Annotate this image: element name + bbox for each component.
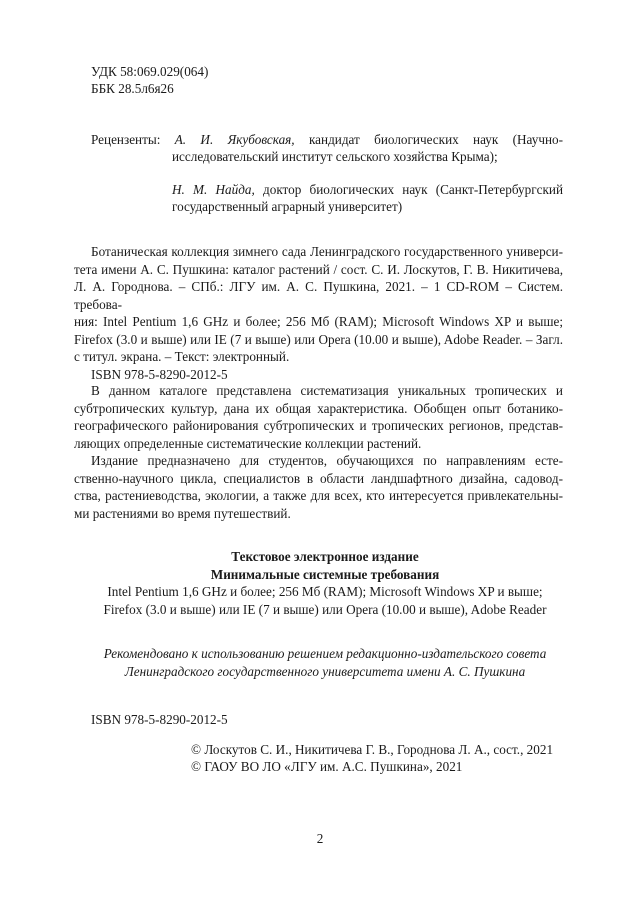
copyright-compilers: © Лоскутов С. И., Никитичева Г. В., Городнова Л. А., сост., 2021 bbox=[191, 742, 554, 757]
biblio-isbn: ISBN 978-5-8290-2012-5 bbox=[91, 366, 228, 382]
biblio-line: Л. А. Городнова. – СПб.: ЛГУ им. А. С. Пушкина, 2021. – 1 CD-ROM – Систем. требова- bbox=[74, 279, 563, 312]
reviewer-second-name: Н. М. Найда, bbox=[172, 182, 255, 197]
reviewer-first-line1 bbox=[91, 131, 563, 149]
biblio-line: Ботаническая коллекция зимнего сада Ленинградского государственного универси- bbox=[91, 244, 563, 259]
reviewer-second-line2: государственный аграрный университет) bbox=[172, 199, 403, 214]
annotation-line: ми растениями во время путешествий. bbox=[74, 505, 291, 521]
reviewer-second-title: доктор биологических наук (Санкт-Петербургский bbox=[263, 182, 563, 197]
requirements-title: Минимальные системные требования bbox=[210, 566, 440, 582]
reviewer-second bbox=[172, 181, 563, 199]
reviewer-first bbox=[91, 131, 563, 149]
recommendation bbox=[40, 645, 610, 680]
biblio-line: с титул. экрана. – Текст: электронный. bbox=[74, 349, 290, 364]
recommendation-line: Ленинградского государственного университета имени А. С. Пушкина bbox=[124, 663, 526, 679]
annotation-line: ства, растениеводства, экологии, а также для всех, кто интересуется привлекательны- bbox=[74, 488, 563, 503]
annotation-line: субтропических культур, дана их общая характеристика. Обобщен опыт ботанико- bbox=[74, 400, 563, 416]
annotation bbox=[74, 382, 563, 522]
udk-code: УДК 58:069.029(064) bbox=[91, 64, 209, 79]
reviewer-first-name: А. И. Якубовская, bbox=[174, 132, 295, 147]
reviewers-label: Рецензенты: bbox=[91, 132, 161, 147]
annotation-line: географического районирования субтропических и тропических регионов, представ- bbox=[74, 418, 563, 433]
bbk-code: ББК 28.5л6я26 bbox=[91, 81, 174, 96]
edition-info bbox=[40, 548, 610, 618]
recommendation-line: Рекомендовано к использованию решением редакционно-издательского совета bbox=[103, 646, 547, 661]
annotation-line: В данном каталоге представлена систематизация уникальных тропических и bbox=[91, 383, 563, 398]
annotation-line: ственно-научного цикла, специалистов в области ландшафтного дизайна, садовод- bbox=[74, 470, 563, 486]
reviewer-first-line2: исследовательский институт сельского хозяйства Крыма); bbox=[172, 149, 498, 164]
reviewer-first-title: кандидат биологических наук (Научно- bbox=[308, 132, 564, 147]
footer-isbn: ISBN 978-5-8290-2012-5 bbox=[91, 712, 228, 727]
biblio-line: ния: Intel Pentium 1,6 GHz и более; 256 Мб (RAM); Microsoft Windows XP и выше; bbox=[74, 314, 563, 329]
edition-type: Текстовое электронное издание bbox=[231, 549, 419, 564]
annotation-line: Издание предназначено для студентов, обучающихся по направлениям есте- bbox=[91, 453, 563, 468]
requirements-line: Intel Pentium 1,6 GHz и более; 256 Мб (RAM); Microsoft Windows XP и выше; bbox=[107, 584, 543, 599]
annotation-line: ляющих определенные систематические коллекции растений. bbox=[74, 435, 422, 451]
biblio-line: Firefox (3.0 и выше) или IE (7 и выше) или Opera (10.00 и выше), Adobe Reader. – Загл. bbox=[74, 331, 563, 347]
copyright-publisher: © ГАОУ ВО ЛО «ЛГУ им. А.С. Пушкина», 2021 bbox=[191, 759, 463, 774]
page-number: 2 bbox=[316, 831, 324, 846]
biblio-line: тета имени А. С. Пушкина: каталог растений / сост. С. И. Лоскутов, Г. В. Никитичева, bbox=[74, 261, 563, 277]
reviewer-second-line1 bbox=[172, 181, 563, 199]
bibliographic-description bbox=[74, 243, 563, 383]
requirements-line: Firefox (3.0 и выше) или IE (7 и выше) или Opera (10.00 и выше), Adobe Reader bbox=[103, 601, 547, 617]
